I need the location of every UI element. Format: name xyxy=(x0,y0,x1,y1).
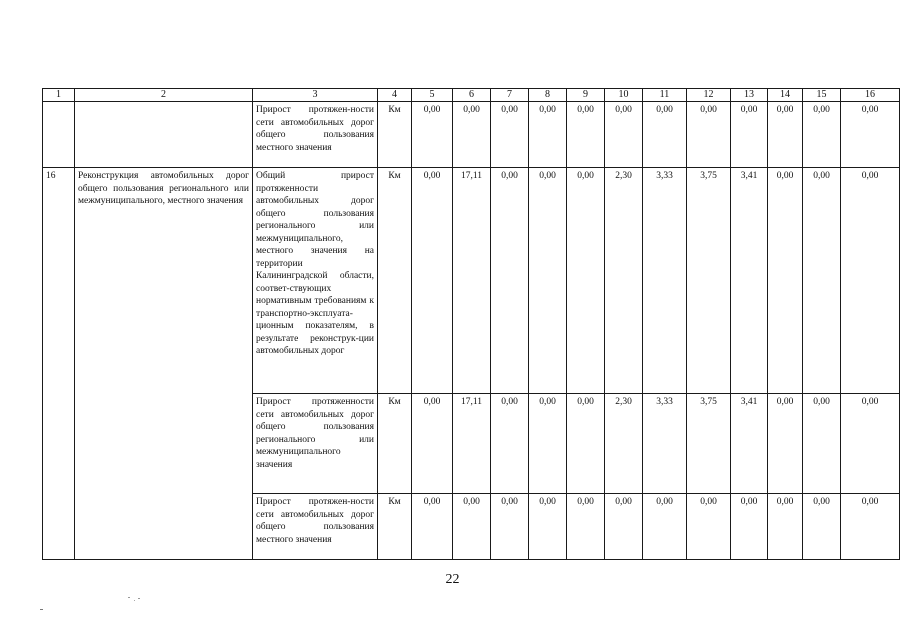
value-cell: 0,00 xyxy=(529,102,567,168)
value-cell: 3,41 xyxy=(731,394,768,494)
value-cell: 0,00 xyxy=(841,168,900,394)
measure-name-cell: Реконструкция автомобильных дорог общего пользования регионального или межмуниципального, местного значения xyxy=(75,168,253,560)
indicator-cell: Общий прирост протяженности автомобильных дорог общего пользования регионального или межмуниципального, местного значения на территории Калининградской области, соответ-ствующих нормативным требованиям к транспортно-эксплуата-ционным показателям, в результате реконструк-ции автомобильных дорог xyxy=(253,168,378,394)
value-cell: 0,00 xyxy=(803,494,841,560)
value-cell: 0,00 xyxy=(731,494,768,560)
indicator-cell: Прирост протяженности сети автомобильных дорог общего пользования регионального или межмуниципального значения xyxy=(253,394,378,494)
value-cell: 3,33 xyxy=(643,168,687,394)
header-cell: 14 xyxy=(768,89,803,102)
value-cell: 17,11 xyxy=(453,394,491,494)
value-cell: 0,00 xyxy=(687,494,731,560)
value-cell: 0,00 xyxy=(768,168,803,394)
value-cell: 0,00 xyxy=(529,494,567,560)
table-row xyxy=(43,102,900,168)
indicators-table xyxy=(42,88,900,560)
value-cell: 17,11 xyxy=(453,168,491,394)
scan-specks xyxy=(30,595,150,615)
header-cell: 6 xyxy=(453,89,491,102)
value-cell: 0,00 xyxy=(731,102,768,168)
row-number-cell: 16 xyxy=(43,168,75,560)
unit-cell: Км xyxy=(378,168,412,394)
value-cell: 2,30 xyxy=(605,394,643,494)
header-cell: 7 xyxy=(491,89,529,102)
table-row xyxy=(43,168,900,394)
header-cell: 3 xyxy=(253,89,378,102)
header-cell: 12 xyxy=(687,89,731,102)
value-cell: 0,00 xyxy=(491,394,529,494)
value-cell: 0,00 xyxy=(803,168,841,394)
value-cell: 0,00 xyxy=(687,102,731,168)
value-cell: 2,30 xyxy=(605,168,643,394)
value-cell: 3,41 xyxy=(731,168,768,394)
value-cell: 0,00 xyxy=(567,102,605,168)
page-number: 22 xyxy=(445,572,460,587)
column-number-header xyxy=(43,89,900,102)
header-cell: 2 xyxy=(75,89,253,102)
value-cell: 0,00 xyxy=(491,102,529,168)
unit-cell: Км xyxy=(378,102,412,168)
value-cell: 0,00 xyxy=(768,394,803,494)
value-cell: 0,00 xyxy=(803,394,841,494)
value-cell: 0,00 xyxy=(841,102,900,168)
value-cell: 0,00 xyxy=(567,394,605,494)
measure-name-cell xyxy=(75,102,253,168)
header-cell: 10 xyxy=(605,89,643,102)
value-cell: 0,00 xyxy=(605,102,643,168)
value-cell: 0,00 xyxy=(529,168,567,394)
value-cell: 0,00 xyxy=(412,394,453,494)
header-cell: 4 xyxy=(378,89,412,102)
value-cell: 0,00 xyxy=(567,168,605,394)
unit-cell: Км xyxy=(378,494,412,560)
header-cell: 9 xyxy=(567,89,605,102)
header-cell: 8 xyxy=(529,89,567,102)
value-cell: 0,00 xyxy=(803,102,841,168)
unit-cell: Км xyxy=(378,394,412,494)
value-cell: 0,00 xyxy=(643,494,687,560)
row-number-cell xyxy=(43,102,75,168)
header-cell: 13 xyxy=(731,89,768,102)
value-cell: 0,00 xyxy=(768,102,803,168)
header-cell: 5 xyxy=(412,89,453,102)
indicator-cell: Прирост протяжен-ности сети автомобильных дорог общего пользования местного значения xyxy=(253,102,378,168)
header-cell: 11 xyxy=(643,89,687,102)
value-cell: 0,00 xyxy=(768,494,803,560)
value-cell: 0,00 xyxy=(412,168,453,394)
value-cell: 0,00 xyxy=(412,494,453,560)
value-cell: 0,00 xyxy=(841,494,900,560)
indicator-cell: Прирост протяжен-ности сети автомобильных дорог общего пользования местного значения xyxy=(253,494,378,560)
header-cell: 15 xyxy=(803,89,841,102)
value-cell: 0,00 xyxy=(643,102,687,168)
value-cell: 0,00 xyxy=(529,394,567,494)
value-cell: 0,00 xyxy=(491,494,529,560)
value-cell: 0,00 xyxy=(567,494,605,560)
value-cell: 3,75 xyxy=(687,168,731,394)
value-cell: 3,33 xyxy=(643,394,687,494)
value-cell: 0,00 xyxy=(412,102,453,168)
value-cell: 0,00 xyxy=(491,168,529,394)
header-cell: 16 xyxy=(841,89,900,102)
value-cell: 3,75 xyxy=(687,394,731,494)
value-cell: 0,00 xyxy=(605,494,643,560)
value-cell: 0,00 xyxy=(453,102,491,168)
value-cell: 0,00 xyxy=(453,494,491,560)
value-cell: 0,00 xyxy=(841,394,900,494)
header-cell: 1 xyxy=(43,89,75,102)
